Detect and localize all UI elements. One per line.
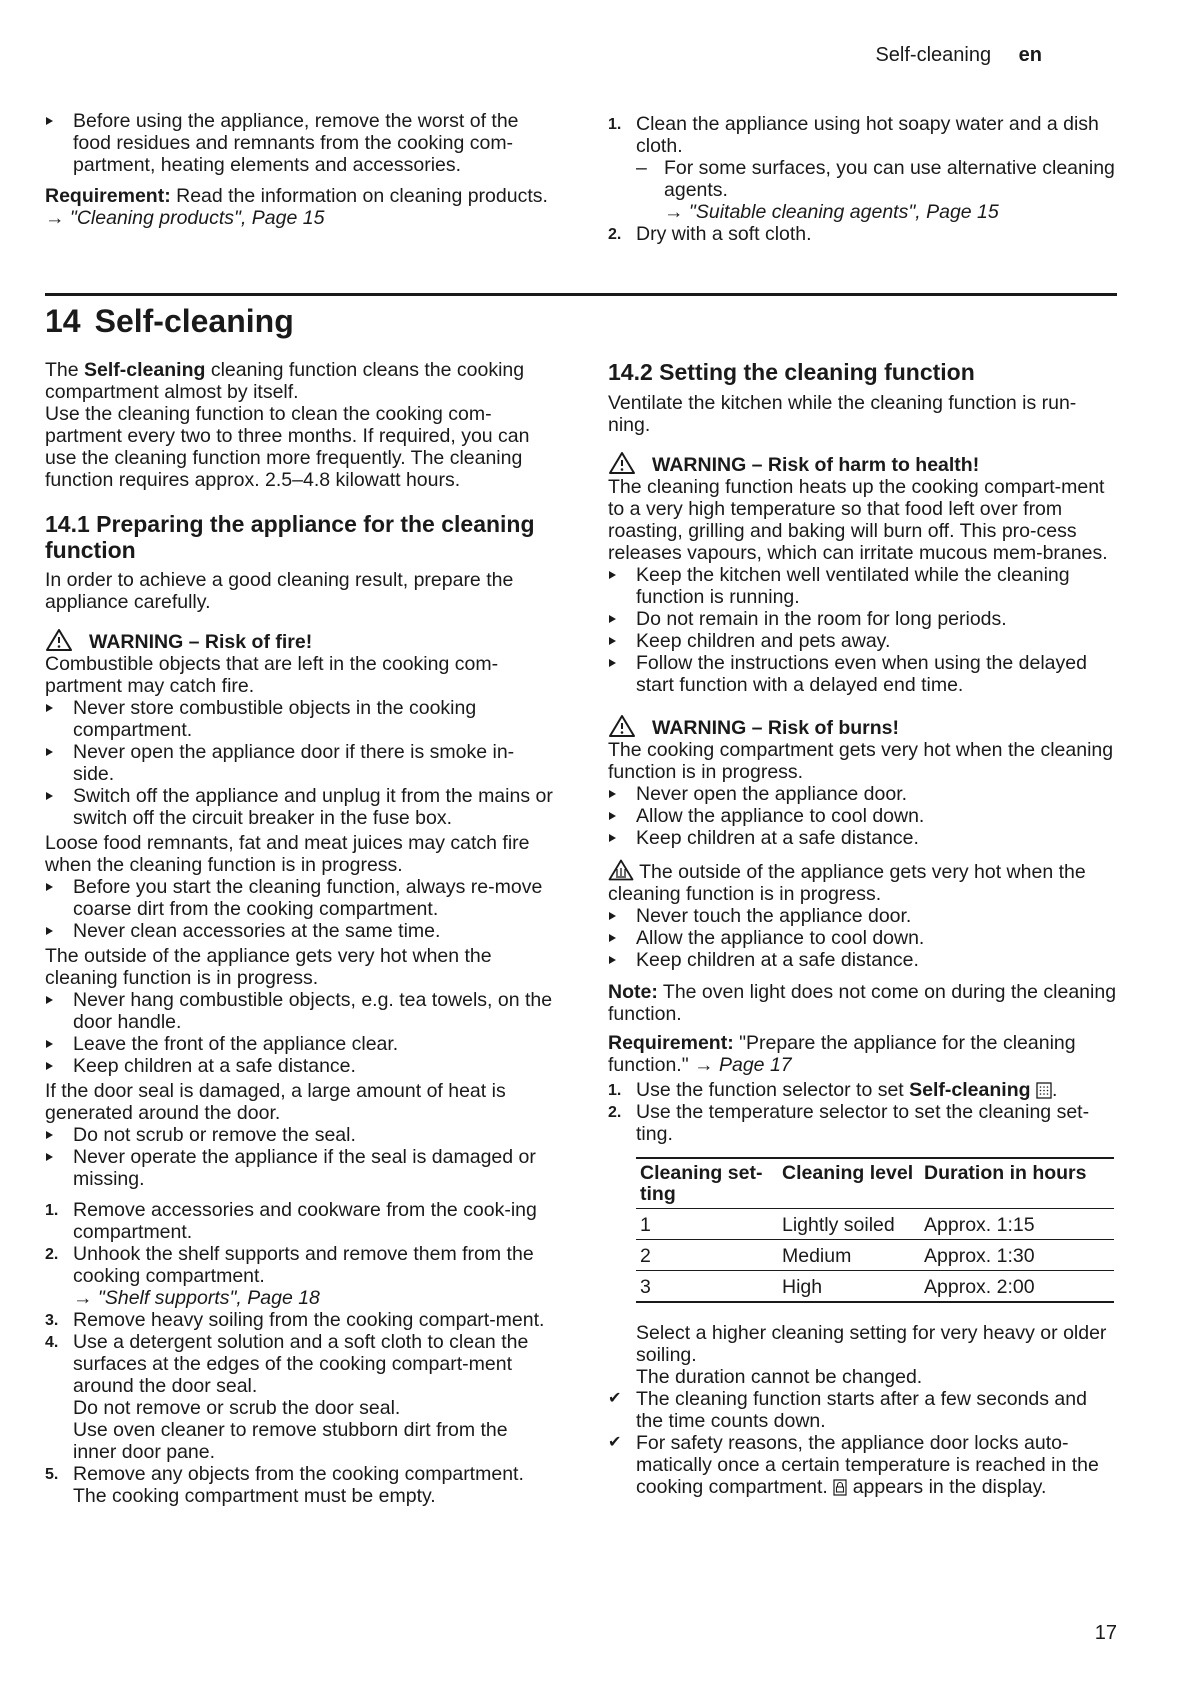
step-list — [45, 1199, 555, 1507]
table-cell: Lightly soiled — [778, 1209, 920, 1240]
list-item: Keep children at a safe distance. — [45, 1055, 555, 1077]
checkmark-icon: ✔ — [608, 1390, 622, 1407]
list-item: Never clean accessories at the same time. — [45, 920, 555, 942]
chapter-divider — [45, 293, 1117, 296]
bullet-arrow-icon — [46, 1131, 53, 1139]
list-item: Keep children and pets away. — [608, 630, 1118, 652]
step-list — [608, 1079, 1118, 1145]
self-cleaning-symbol-icon — [1036, 1082, 1052, 1099]
list-item: Switch off the appliance and unplug it from the mains or switch off the circuit breaker in the fuse box. — [45, 785, 555, 829]
list-item: Keep children at a safe distance. — [608, 827, 1118, 849]
cleaning-settings-table — [636, 1157, 1114, 1303]
list-item: Follow the instructions even when using the delayed start function with a delayed end time. — [608, 652, 1118, 696]
bullet-arrow-icon — [609, 615, 616, 623]
table-cell: 3 — [636, 1271, 778, 1303]
left-column: The Self-cleaning cleaning function cleans the cooking compartment almost by itself. Use the cleaning function to clean the cooking com-partment every two to three months. If required, you can use the cleaning function more frequently. The cleaning function requires approx. 2.5–4.8 kilowatt hours. 14.1 Preparing the appliance for the cleaning function In order to achieve a good cleaning result, prepare the appliance carefully. WARNING – Risk of fire! Combustible objects that are left in the cooking com-partment may catch fire. Never store combustible objects in the cooking compartment. Never open the appliance door if there is smoke in-side. Switch off the appliance and unplug it from the mains or switch off the circuit breaker in the fuse box. Loose food remnants, fat and meat juices may catch fire when the cleaning function is in progress. Before you start the cleaning function, always re-move coarse dirt from the cooking compartment. Never clean accessories at the same time. The outside of the appliance gets very hot when the cleaning function is in progress. Never hang combustible objects, e.g. tea towels, on the door handle. Leave the front of the appliance clear. Keep children at a safe distance. If the door seal is damaged, a large amount of heat is generated around the door. Do not scrub or remove the seal. Never operate the appliance if the seal is damaged or missing. 1. Remove accessories and cookware from the cook-ing compartment. 2. Unhook the shelf supports and remove them from the cooking compartment. → "Shelf supports", Page 18 3. Remove heavy soiling from the cooking compart-ment. 4. Use a detergent solution and a soft cloth to clean the surfaces at the edges of the cooking compart-ment around the door seal. Do not remove or scrub the door seal. Use oven cleaner to remove stubborn dirt from the inner door pane. 5. Remove any objects from the cooking compartment. The cooking compartment must be empty. — [45, 359, 555, 1507]
warning-triangle-icon — [608, 451, 636, 475]
page-number: 17 — [1094, 1622, 1117, 1644]
step-item: 2. Dry with a soft cloth. — [608, 223, 812, 245]
step-item: 5. Remove any objects from the cooking compartment. The cooking compartment must be empty. — [45, 1463, 524, 1507]
table-cell: 2 — [636, 1240, 778, 1271]
bullet-arrow-icon — [609, 956, 616, 964]
list-item: Keep the kitchen well ventilated while the cleaning function is running. — [608, 564, 1118, 608]
bullet-arrow-icon — [46, 748, 53, 756]
warning-heading: WARNING – Risk of burns! — [608, 717, 1118, 739]
note-paragraph: Note: The oven light does not come on during the cleaning function. — [608, 981, 1117, 1025]
bullet-arrow-icon — [46, 792, 53, 800]
bullet-arrow-icon — [46, 1153, 53, 1161]
step-item: 3. Remove heavy soiling from the cooking compart-ment. — [45, 1309, 545, 1331]
top-left-block — [45, 110, 555, 229]
result-item: ✔ For safety reasons, the appliance door locks auto-matically once a certain temperature is reached in the cooking compartment. appears in the display. — [608, 1432, 1099, 1498]
bullet-arrow-icon — [609, 934, 616, 942]
warning-triangle-icon — [45, 628, 73, 652]
step-list — [608, 113, 1118, 245]
section-title: 14.2 Setting the cleaning function — [608, 359, 975, 385]
bullet-list — [45, 876, 555, 942]
bullet-arrow-icon — [46, 117, 53, 125]
step-item: 1. Remove accessories and cookware from the cook-ing compartment. — [45, 1199, 537, 1243]
list-item: Do not remain in the room for long periods. — [608, 608, 1118, 630]
warning-heading: WARNING – Risk of harm to health! — [608, 454, 1118, 476]
bullet-arrow-icon — [609, 912, 616, 920]
table-row — [636, 1271, 1114, 1303]
table-header: Cleaning level — [778, 1158, 920, 1209]
list-item: Do not scrub or remove the seal. — [45, 1124, 555, 1146]
list-item: Keep children at a safe distance. — [608, 949, 1118, 971]
table-cell: Approx. 1:30 — [920, 1240, 1114, 1271]
header-section: Self-cleaning — [875, 44, 992, 66]
bullet-arrow-icon — [46, 1040, 53, 1048]
table-row — [636, 1240, 1114, 1271]
checkmark-icon: ✔ — [608, 1434, 622, 1451]
bullet-list — [608, 564, 1118, 696]
table-header: Cleaning set-ting — [636, 1158, 778, 1209]
list-item: Never store combustible objects in the cooking compartment. — [45, 697, 555, 741]
bullet-arrow-icon — [609, 571, 616, 579]
table-cell: Medium — [778, 1240, 920, 1271]
step-item: 2. Unhook the shelf supports and remove them from the cooking compartment. → "Shelf supports", Page 18 — [45, 1243, 534, 1309]
result-item: ✔ The cleaning function starts after a few seconds and the time counts down. — [608, 1388, 1087, 1432]
cross-reference-link[interactable]: → "Suitable cleaning agents", Page 15 — [664, 201, 999, 223]
warning-heading: WARNING – Risk of fire! — [45, 631, 555, 653]
bullet-arrow-icon — [46, 704, 53, 712]
table-wrapper: Cleaning set-ting Cleaning level Duration in hours 1 Lightly soiled Approx. 1:15 2 Medium Approx. 1:30 3 High Approx. 2:00 Select a higher cleaning setting for very heavy or older soiling. The duration cannot be changed. — [636, 1157, 1118, 1388]
list-item: Never open the appliance door. — [608, 783, 1118, 805]
bullet-arrow-icon — [609, 659, 616, 667]
cross-reference-link[interactable]: → "Cleaning products", Page 15 — [45, 207, 325, 229]
right-column: 14.2 Setting the cleaning function Ventilate the kitchen while the cleaning function is run-ning. WARNING – Risk of harm to health! The cleaning function heats up the cooking compart-ment to a very high temperature so that food left over from roasting, grilling and baking will burn off. This pro-cess releases vapours, which can irritate mucous mem-branes. Keep the kitchen well ventilated while the cleaning function is running. Do not remain in the room for long periods. Keep children and pets away. Follow the instructions even when using the delayed start function with a delayed end time. WARNING – Risk of burns! The cooking compartment gets very hot when the cleaning function is in progress. Never open the appliance door. Allow the appliance to cool down. Keep children at a safe distance. The outside of the appliance gets very hot when the cleaning function is in progress. Never touch the appliance door. Allow the appliance to cool down. Keep children at a safe distance. Note: The oven light does not come on during the cleaning function. Requirement: "Prepare the appliance for the cleaning function." → Page 17 1. Use the function selector to set Self-cleaning . 2. Use the temperature selector to set the cleaning set-ting. Cleaning set-ting Cleaning level Duration in hours 1 Lightly soiled Approx. 1:15 2 Medium Approx. 1:30 3 High Approx. 2:00 Select a higher cleaning setting for very heavy or older soiling. The duration cannot be changed. ✔ The cleaning function starts after a few seconds and the time counts down. ✔ For safety reasons, the appliance door locks auto-matically once a certain temperature is reached in the cooking compartment. appears in the display. — [608, 359, 1117, 1498]
step-item: 2. Use the temperature selector to set the cleaning set-ting. — [608, 1101, 1090, 1145]
table-cell: Approx. 1:15 — [920, 1209, 1114, 1240]
table-header: Duration in hours — [920, 1158, 1114, 1209]
list-item: Never touch the appliance door. — [608, 905, 1118, 927]
list-item: Never hang combustible objects, e.g. tea towels, on the door handle. — [45, 989, 555, 1033]
bullet-arrow-icon — [609, 834, 616, 842]
section-intro: Ventilate the kitchen while the cleaning function is run-ning. — [608, 392, 1077, 436]
step-item: 4. Use a detergent solution and a soft cloth to clean the surfaces at the edges of the cooking compart-ment around the door seal. Do not remove or scrub the door seal. Use oven cleaner to remove stubborn dirt from the inner door pane. — [45, 1331, 529, 1463]
list-item: Never operate the appliance if the seal is damaged or missing. — [45, 1146, 555, 1190]
bullet-list — [45, 989, 555, 1077]
table-header-row — [636, 1158, 1114, 1209]
bullet-list — [608, 783, 1118, 849]
list-item: Leave the front of the appliance clear. — [45, 1033, 555, 1055]
bullet-arrow-icon — [46, 1062, 53, 1070]
cross-reference-link[interactable]: → Page 17 — [694, 1054, 792, 1076]
bullet-arrow-icon — [609, 637, 616, 645]
bullet-arrow-icon — [46, 927, 53, 935]
section-title: 14.1 Preparing the appliance for the cleaning function — [45, 511, 535, 563]
top-right-block — [608, 113, 1118, 245]
list-item: Never open the appliance door if there is smoke in-side. — [45, 741, 555, 785]
door-lock-icon — [833, 1479, 847, 1496]
cross-reference-link[interactable]: → "Shelf supports", Page 18 — [73, 1287, 320, 1309]
bullet-list — [45, 110, 555, 176]
table-cell: 1 — [636, 1209, 778, 1240]
table-row — [636, 1209, 1114, 1240]
bullet-arrow-icon — [609, 812, 616, 820]
step-item: 1. Clean the appliance using hot soapy water and a dish cloth. – For some surfaces, you can use alternative cleaning agents. → "Suitable cleaning agents", Page 15 — [608, 113, 1118, 223]
table-cell: High — [778, 1271, 920, 1303]
bullet-arrow-icon — [609, 790, 616, 798]
bullet-list — [45, 1124, 555, 1190]
running-header — [875, 44, 1042, 66]
list-item: Allow the appliance to cool down. — [608, 927, 1118, 949]
hot-surface-warning-icon — [608, 859, 634, 881]
table-cell: Approx. 2:00 — [920, 1271, 1114, 1303]
bullet-arrow-icon — [46, 883, 53, 891]
requirement-paragraph: Requirement: Read the information on cleaning products. → "Cleaning products", Page 15 — [45, 185, 548, 229]
list-item: Allow the appliance to cool down. — [608, 805, 1118, 827]
bullet-list — [45, 697, 555, 829]
warning-triangle-icon — [608, 714, 636, 738]
intro-paragraph-2: Use the cleaning function to clean the cooking com-partment every two to three months. If required, you can use the cleaning function more frequently. The cleaning function requires approx. 2.5–4.8 kilowatt hours. — [45, 403, 530, 491]
bullet-list — [608, 905, 1118, 971]
intro-paragraph: The Self-cleaning cleaning function cleans the cooking compartment almost by itself. — [45, 359, 525, 403]
list-item: Before you start the cleaning function, always re-move coarse dirt from the cooking compartment. — [45, 876, 555, 920]
section-intro: In order to achieve a good cleaning result, prepare the appliance carefully. — [45, 569, 514, 613]
bullet-arrow-icon — [46, 996, 53, 1004]
chapter-title: 14 Self-cleaning — [45, 303, 294, 339]
requirement-paragraph: Requirement: "Prepare the appliance for the cleaning function." → Page 17 — [608, 1032, 1076, 1076]
dash-item: – For some surfaces, you can use alternative cleaning agents. → "Suitable cleaning agents", Page 15 — [636, 157, 1115, 223]
list-item: Before using the appliance, remove the worst of the food residues and remnants from the cooking com-partment, heating elements and accessories. — [45, 110, 555, 176]
hot-surface-paragraph: The outside of the appliance gets very hot when the cleaning function is in progress. — [608, 861, 1086, 905]
step-item: 1. Use the function selector to set Self-cleaning . — [608, 1079, 1058, 1101]
header-language: en — [1018, 44, 1042, 66]
